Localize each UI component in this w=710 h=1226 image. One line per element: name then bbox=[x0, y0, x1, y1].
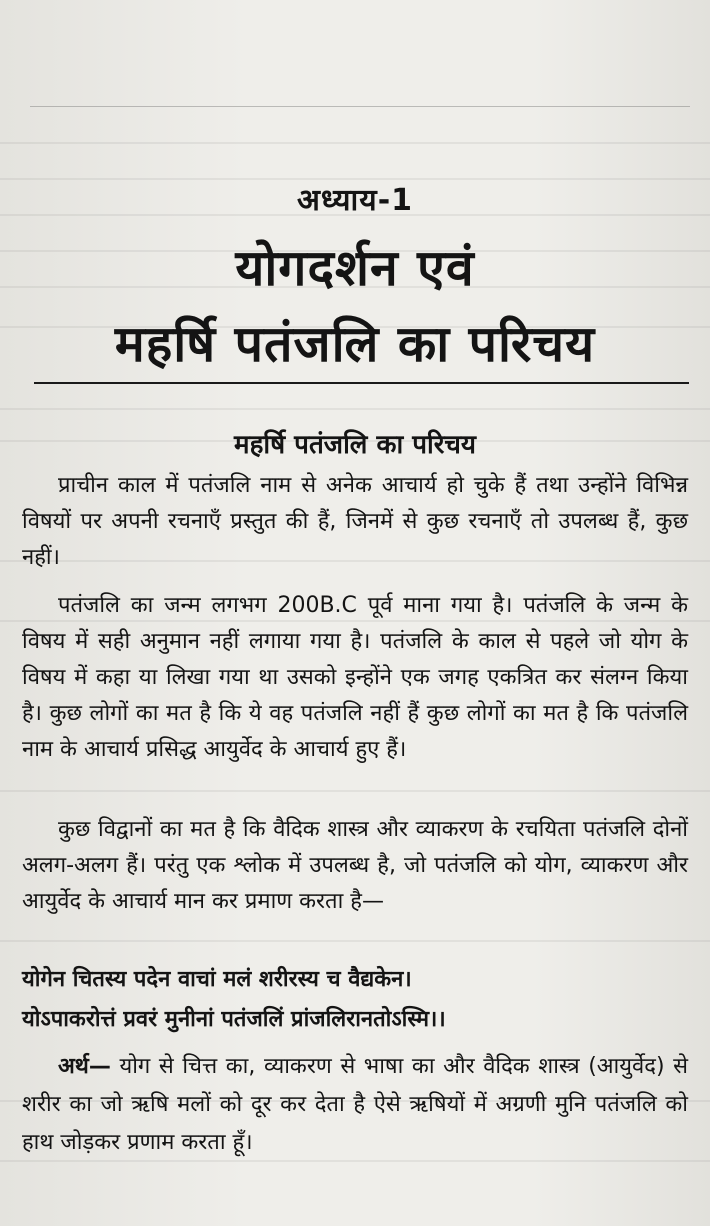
meaning-label: अर्थ— bbox=[58, 1054, 111, 1079]
bleed-through-line bbox=[0, 142, 710, 144]
chapter-label: अध्याय-1 bbox=[296, 183, 414, 218]
chapter-title-line-1: योगदर्शन एवं bbox=[235, 239, 475, 297]
paragraph-3: कुछ विद्वानों का मत है कि वैदिक शास्त्र और व्याकरण के रचयिता पतंजलि दोनों अलग-अलग हैं। परंतु एक श्लोक में उपलब्ध है, जो पतंजलि को योग, व्याकरण और आयुर्वेद के आचार्य मान कर प्रमाण करता है— bbox=[22, 817, 688, 914]
meaning-text: योग से चित्त का, व्याकरण से भाषा का और वैदिक शास्त्र (आयुर्वेद) से शरीर का जो ऋषि मलों को दूर कर देता है ऐसे ऋषियों में अग्रणी मुनि पतंजलि को हाथ जोड़कर प्रणाम करता हूँ। bbox=[22, 1054, 688, 1155]
bleed-through-line bbox=[0, 940, 710, 942]
verse-line-2: योऽपाकरोत्तं प्रवरं मुनीनां पतंजलिं प्रांजलिरानतोऽस्मि।। bbox=[22, 1007, 446, 1032]
paragraph-2: पतंजलि का जन्म लगभग 200B.C पूर्व माना गया है। पतंजलि के जन्म के विषय में सही अनुमान नहीं लगाया गया है। पतंजलि के काल से पहले जो योग के विषय में कहा या लिखा गया था उसको इन्होंने एक जगह एकत्रित कर संलग्न किया है। कुछ लोगों का मत है कि ये वह पतंजलि नहीं हैं कुछ लोगों का मत है कि पतंजलि नाम के आचार्य प्रसिद्ध आयुर्वेद के आचार्य हुए हैं। bbox=[22, 593, 688, 762]
title-divider bbox=[34, 382, 689, 384]
meaning-paragraph bbox=[22, 1048, 688, 1162]
paragraph-1: प्राचीन काल में पतंजलि नाम से अनेक आचार्य हो चुके हैं तथा उन्होंने विभिन्न विषयों पर अपनी रचनाएँ प्रस्तुत की हैं, जिनमें से कुछ रचनाएँ तो उपलब्ध हैं, कुछ नहीं। bbox=[22, 473, 688, 570]
bleed-through-line bbox=[0, 408, 710, 410]
chapter-title-line-2: महर्षि पतंजलि का परिचय bbox=[114, 315, 596, 373]
running-header-rule bbox=[30, 106, 690, 107]
bleed-through-line bbox=[0, 790, 710, 792]
section-heading: महर्षि पतंजलि का परिचय bbox=[234, 430, 476, 460]
verse-line-1: योगेन चितस्य पदेन वाचां मलं शरीरस्य च वैद्यकेन। bbox=[22, 967, 412, 992]
